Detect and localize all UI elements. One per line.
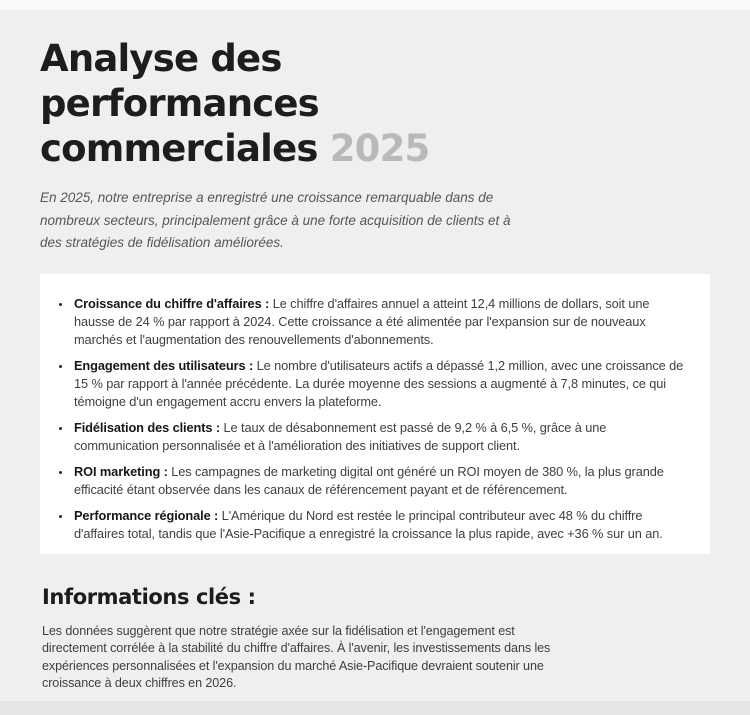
insights-paragraph: Les données suggèrent que notre stratégie axée sur la fidélisation et l'engagement est directement corrélée à la stabilité du chiffre d'affaires. À l'avenir, les investissements dans les expériences personnalisées et l'expansion du marché Asie-Pacifique devraient soutenir une croissance à deux chiffres en 2026.: [42, 623, 551, 690]
page-title: [40, 36, 710, 171]
list-item-user-engagement: [72, 357, 690, 411]
highlights-list: [58, 295, 690, 543]
page-top-edge: [0, 0, 750, 10]
item-label: Croissance du chiffre d'affaires :: [74, 295, 270, 311]
list-item-marketing-roi: [72, 463, 690, 499]
title-line-3-text: commerciales: [40, 127, 318, 170]
insights-heading: Informations clés :: [42, 584, 256, 609]
page-bottom-edge: [0, 701, 750, 715]
item-text: Le nombre d'utilisateurs actifs a dépassé 1,2 million, avec une croissance de 15 % par rapport à l'année précédente. La durée moyenne des sessions a augmenté à 7,8 minutes, ce qui témoigne d'un engagement accru envers la plateforme.: [74, 357, 684, 409]
item-text: Les campagnes de marketing digital ont généré un ROI moyen de 380 %, la plus grande efficacité étant observée dans les canaux de référencement payant et de référencement.: [74, 463, 664, 497]
list-item-regional-performance: [72, 507, 690, 543]
item-text: Le taux de désabonnement est passé de 9,2 % à 6,5 %, grâce à une communication personnalisée et à l'amélioration des initiatives de support client.: [74, 419, 607, 453]
report-page: [0, 36, 750, 693]
list-item-customer-retention: [72, 419, 690, 455]
item-label: Performance régionale :: [74, 507, 219, 523]
item-text: Le chiffre d'affaires annuel a atteint 12,4 millions de dollars, soit une hausse de 24 % par rapport à 2024. Cette croissance a été alimentée par l'expansion sur de nouveaux marchés et l'augmentation des renouvellements d'abonnements.: [74, 295, 650, 347]
title-line-3: [40, 126, 710, 171]
item-label: ROI marketing :: [74, 463, 168, 479]
title-line-1: Analyse des: [40, 37, 282, 80]
list-item-revenue-growth: [72, 295, 690, 349]
item-label: Engagement des utilisateurs :: [74, 357, 254, 373]
item-text: L'Amérique du Nord est restée le principal contributeur avec 48 % du chiffre d'affaires total, tandis que l'Asie-Pacifique a enregistré la croissance la plus rapide, avec +36 % sur un an.: [74, 507, 663, 541]
highlights-card: [40, 274, 710, 554]
title-year: 2025: [329, 127, 430, 170]
title-line-2: performances: [40, 82, 319, 125]
intro-paragraph: En 2025, notre entreprise a enregistré une croissance remarquable dans de nombreux secteurs, principalement grâce à une forte acquisition de clients et à des stratégies de fidélisation améliorées.: [40, 190, 511, 250]
item-label: Fidélisation des clients :: [74, 419, 221, 435]
